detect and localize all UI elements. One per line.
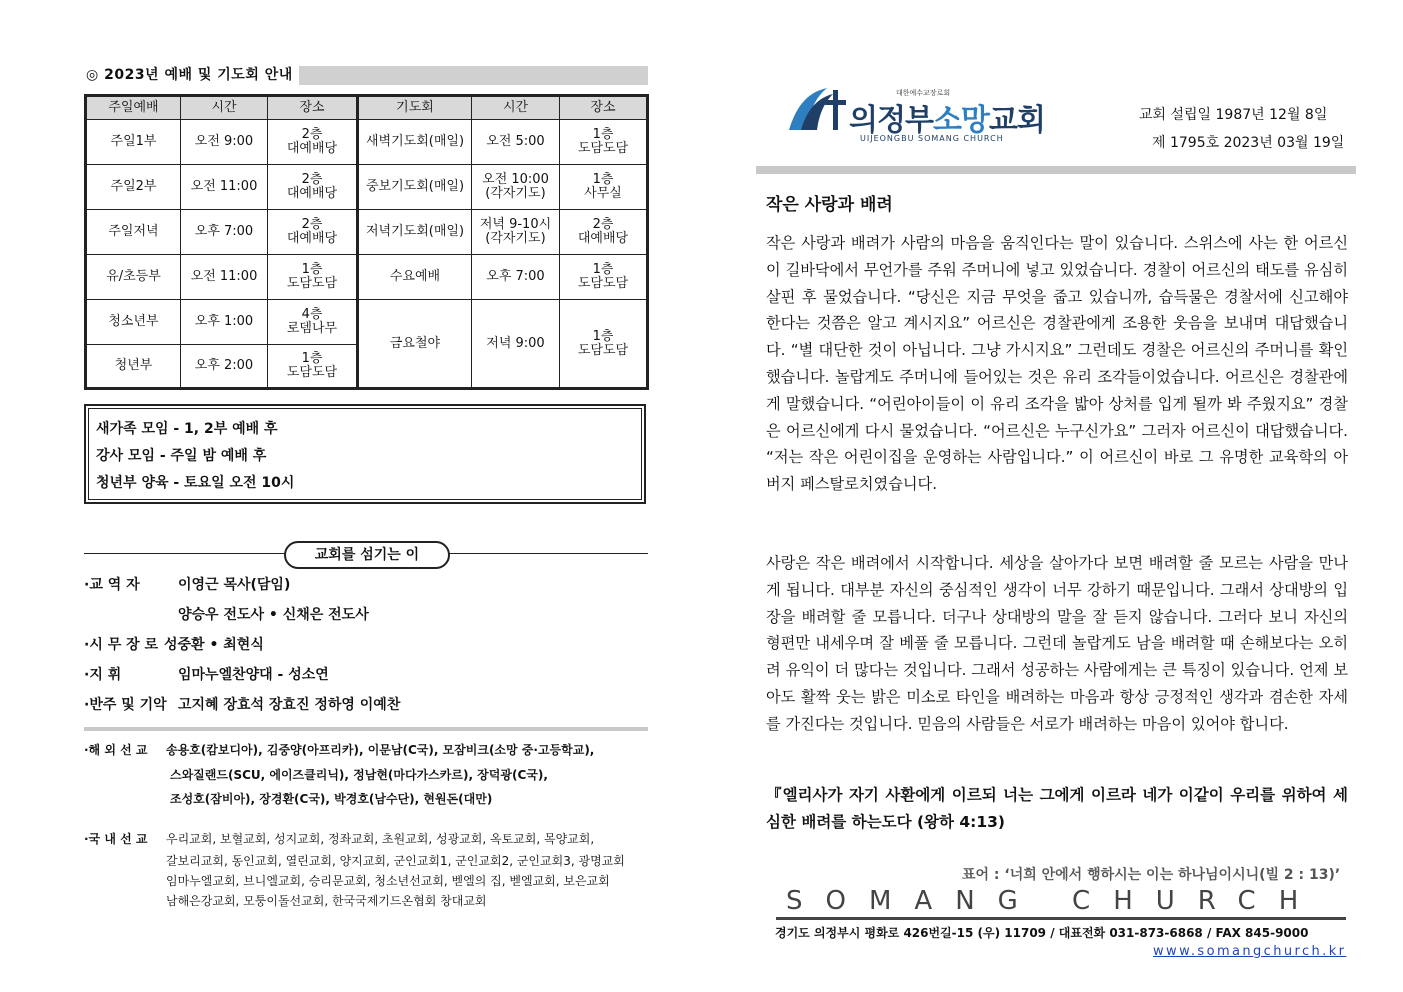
serve-label: ·교 역 자 [84,577,140,593]
worship-time: 오전 11:00 [181,255,268,300]
mission-domestic-line: 임마누엘교회, 브니엘교회, 승리문교회, 청소년선교회, 벧엘의 집, 벧엘교회, 보은교회 [166,874,610,888]
prayer-header-name: 기도회 [359,97,472,120]
header-divider [756,166,1356,174]
bible-verse: 『엘리사가 자기 사환에게 이르되 너는 그에게 이르라 네가 이같이 우리를 위하여 세심한 배려를 하는도다 (왕하 4:13) [766,786,1348,831]
prayer-place: 1층 도담도담 [560,255,647,300]
prayer-name: 수요예배 [359,255,472,300]
worship-table [84,94,359,390]
church-website-link[interactable]: www.somangchurch.kr [1153,944,1347,959]
church-name: 의정부소망교회 [849,103,1045,138]
church-motto: 표어 : ‘너희 안에서 행하시는 이는 하나님이시니(빌 2 : 13)’ [962,867,1341,883]
prayer-name: 중보기도회(매일) [359,165,472,210]
prayer-place: 1층 사무실 [560,165,647,210]
worship-row [87,255,357,300]
meeting-line: 청년부 양육 - 토요일 오전 10시 [96,475,295,491]
serve-row [178,604,369,624]
article-paragraph: 작은 사랑과 배려가 사람의 마음을 움직인다는 말이 있습니다. 스위스에 사는 한 어르신이 길바닥에서 무언가를 주워 주머니에 넣고 있었습니다. 경찰이 어르신의 태도를 유심히 살핀 후 물었습니다. “당신은 지금 무엇을 줍고 있습니까, 습득물은 경찰서에 신고해야 한다는 것쯤은 알고 계시지요” 어르신은 경찰관에게 조용한 웃음을 보내며 대답했습니다. “별 대단한 것이 아닙니다. 그냥 가시지요” 그런데도 경찰은 어르신의 주머니를 확인했습니다. 놀랍게도 주머니에 들어있는 것은 유리 조각들이었습니다. 어르신은 경찰관에게 말했습니다. “어린아이들이 이 유리 조각을 밟아 상처를 입게 될까 봐 주웠지요” 경찰은 어르신에게 다시 물었습니다. “어르신은 누구신가요” 그러자 어르신이 대답했습니다. “저는 작은 어린이집을 운영하는 사람입니다.” 이 어르신이 바로 그 유명한 교육학의 아버지 페스탈로치였습니다. [766,234,1348,494]
prayer-time: 저녁 9:00 [472,300,560,388]
worship-name: 청소년부 [87,300,181,345]
church-english-name: UIJEONGBU SOMANG CHURCH [860,134,1004,143]
mission-overseas-line: 스와질랜드(SCU, 에이즈클리닉), 정남현(마다가스카르), 장덕광(C국), [170,768,548,782]
serve-value: 성중환 • 최현식 [164,637,264,653]
worship-row [87,210,357,255]
serve-value: 고지혜 장효석 장효진 정하영 이예찬 [178,697,401,713]
prayer-header-time: 시간 [472,97,560,120]
prayer-row [359,210,647,255]
mission-overseas-line: 조성호(잠비아), 장경환(C국), 박경호(남수단), 현원돈(대만) [170,792,493,806]
mission-domestic-label: ·국 내 선 교 [84,832,148,846]
prayer-header-place: 장소 [560,97,647,120]
prayer-row [359,300,647,388]
worship-header-row [87,97,357,120]
worship-name: 청년부 [87,345,181,388]
worship-time: 오전 9:00 [181,120,268,165]
mission-divider [84,727,648,731]
worship-row [87,120,357,165]
mission-domestic-line: 우리교회, 보혈교회, 성지교회, 정좌교회, 초원교회, 성광교회, 옥토교회, 목양교회, [166,832,595,846]
meeting-line: 새가족 모임 - 1, 2부 예배 후 [96,421,278,437]
worship-row [87,165,357,210]
prayer-time: 오전 5:00 [472,120,560,165]
serve-value: 이영근 목사(담임) [178,577,291,593]
worship-place: 2층 대예배당 [268,165,357,210]
mission-domestic-line: 갈보리교회, 동인교회, 열린교회, 양지교회, 군인교회1, 군인교회2, 군인교회3, 광명교회 [166,854,625,868]
meeting-line: 강사 모임 - 주일 밤 예배 후 [96,448,267,464]
worship-place: 2층 대예배당 [268,120,357,165]
mission-domestic-line: 남해은강교회, 모퉁이돌선교회, 한국국제기드온협회 창대교회 [166,894,487,908]
worship-place: 1층 도담도담 [268,345,357,388]
worship-name: 주일1부 [87,120,181,165]
prayer-time: 오후 7:00 [472,255,560,300]
serve-title: 교회를 섬기는 이 [284,541,450,569]
worship-row [87,345,357,388]
worship-place: 4층 로뎀나무 [268,300,357,345]
prayer-place: 1층 도담도담 [560,300,647,388]
serve-value: 임마누엘찬양대 - 성소연 [178,667,329,683]
worship-name: 유/초등부 [87,255,181,300]
prayer-table [356,94,649,390]
prayer-name: 저녁기도회(매일) [359,210,472,255]
serve-row [84,574,290,594]
prayer-time: 오전 10:00 (각자기도) [472,165,560,210]
mission-overseas-label: ·해 외 선 교 [84,743,148,757]
worship-name: 주일2부 [87,165,181,210]
worship-time: 오후 7:00 [181,210,268,255]
worship-place: 1층 도담도담 [268,255,357,300]
article-paragraph: 사랑은 작은 배려에서 시작합니다. 세상을 살아가다 보면 배려할 줄 모르는 사람을 만나게 됩니다. 대부분 자신의 중심적인 생각이 너무 강하기 때문입니다. 그래서 상대방의 입장을 배려할 줄 모릅니다. 더구나 상대방의 말을 잘 듣지 않습니다. 그러다 보니 자신의 형편만 내세우며 잘 베풀 줄 모릅니다. 그런데 놀랍게도 남을 배려할 때 손해보다는 오히려 유익이 더 많다는 것입니다. 그래서 성공하는 사람에게는 큰 특징이 있습니다. 언제 보아도 활짝 웃는 밝은 미소로 타인을 배려하는 마음과 항상 긍정적인 생각과 겸손한 자세를 가진다는 것입니다. 믿음의 사람들은 서로가 배려하는 마음이 있어야 합니다. [766,554,1348,733]
prayer-row [359,255,647,300]
footer-divider [776,917,1346,920]
prayer-time: 저녁 9-10시 (각자기도) [472,210,560,255]
worship-header-name: 주일예배 [87,97,181,120]
prayer-place: 1층 도담도담 [560,120,647,165]
worship-header-time: 시간 [181,97,268,120]
serve-row [84,694,400,714]
issue-info: 제 1795호 2023년 03월 19일 [1152,135,1345,151]
founded-date: 교회 설립일 1987년 12월 8일 [1139,107,1328,123]
worship-time: 오후 2:00 [181,345,268,388]
prayer-row [359,165,647,210]
worship-time: 오후 1:00 [181,300,268,345]
section-title: ◎ 2023년 예배 및 기도회 안내 [84,66,299,85]
serve-row [84,634,264,654]
worship-row [87,300,357,345]
worship-header-place: 장소 [268,97,357,120]
cross-wave-icon [787,84,849,136]
worship-name: 주일저녁 [87,210,181,255]
denomination-text: 대한예수교장로회 [896,89,951,97]
spaced-church-name: SOMANG CHURCH [786,886,1322,916]
mission-overseas-line: 송용호(캄보디아), 김중양(아프리카), 이문남(C국), 모잠비크(소망 중·고등학교), [166,743,595,757]
serve-label: ·시 무 장 로 [84,637,159,653]
serve-label: ·반주 및 기악 [84,697,167,713]
serve-row [84,664,329,684]
church-address: 경기도 의정부시 평화로 426번길-15 (우) 11709 / 대표전화 031-873-6868 / FAX 845-9000 [775,926,1309,940]
serve-value: 양승우 전도사 • 신채은 전도사 [178,607,369,623]
serve-label: ·지 휘 [84,667,122,683]
section-title-bar [84,66,648,85]
meetings-box [84,404,646,504]
prayer-name: 금요철야 [359,300,472,388]
prayer-header-row [359,97,647,120]
prayer-name: 새벽기도회(매일) [359,120,472,165]
worship-time: 오전 11:00 [181,165,268,210]
prayer-place: 2층 대예배당 [560,210,647,255]
article-title: 작은 사랑과 배려 [766,195,893,215]
worship-place: 2층 대예배당 [268,210,357,255]
prayer-row [359,120,647,165]
